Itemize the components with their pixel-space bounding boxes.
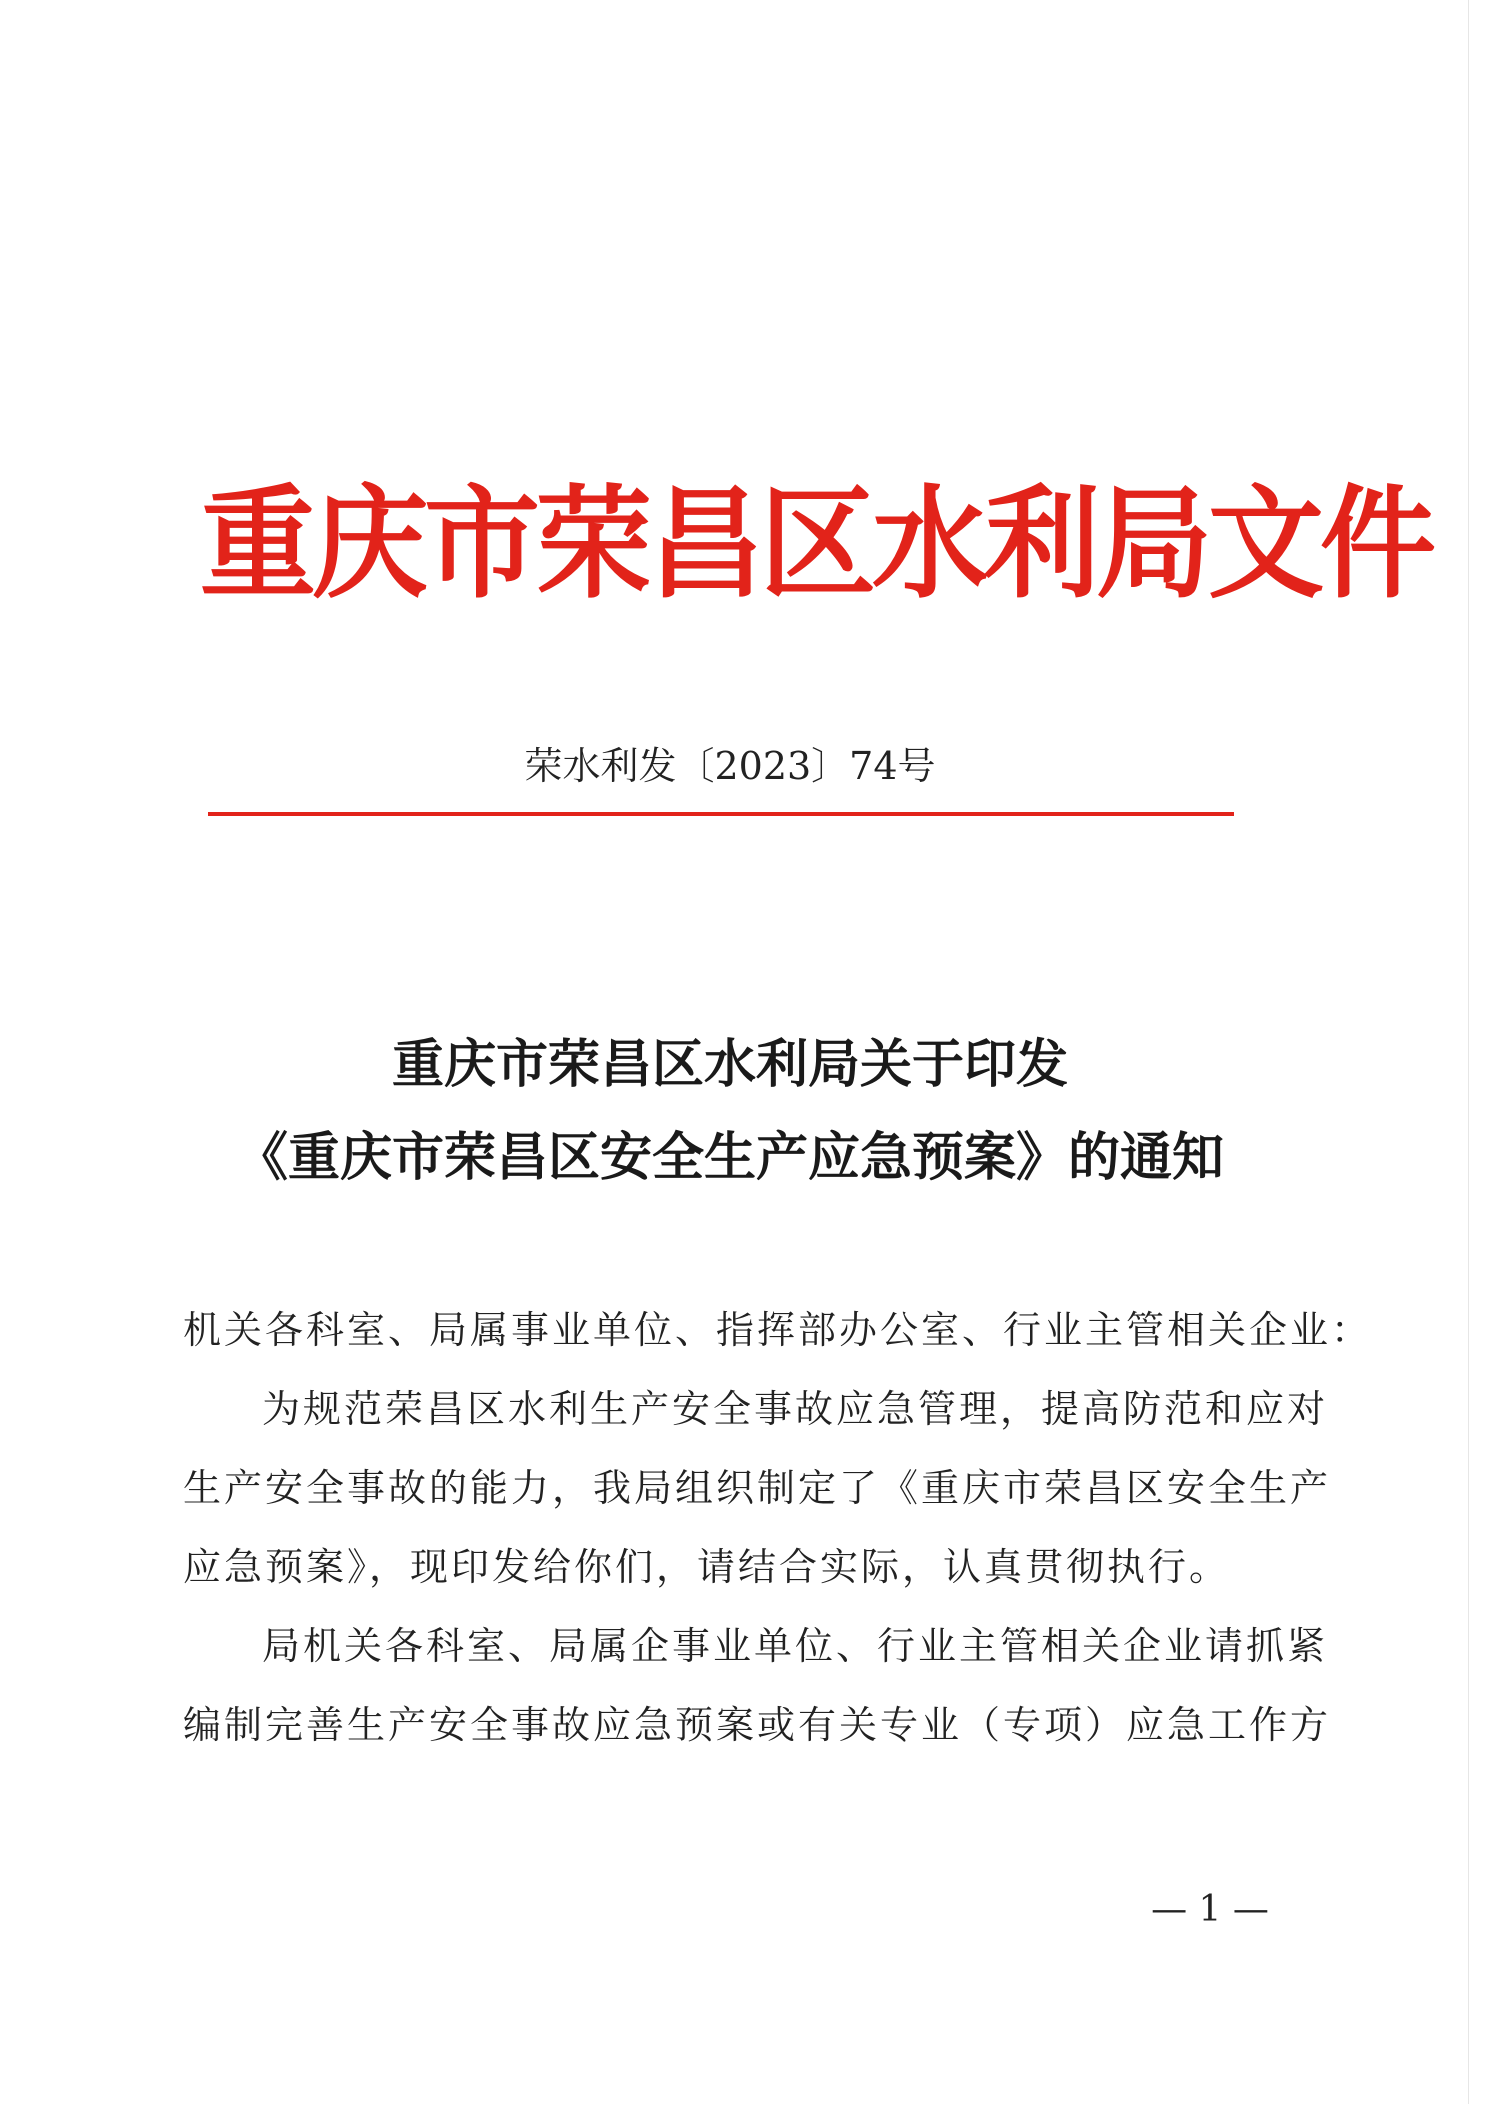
paragraph-1-line-2: 生产安全事故的能力，我局组织制定了《重庆市荣昌区安全生产 [183,1466,1332,1510]
document-number: 荣水利发〔2023〕74号 [524,744,936,788]
document-masthead: 重庆市荣昌区水利局文件 [200,473,1432,616]
red-divider-rule [208,812,1234,816]
page-number: — 1 — [1151,1889,1269,1930]
scan-edge-line [1468,0,1469,2104]
paragraph-1-line-3: 应急预案》，现印发给你们，请结合实际，认真贯彻执行。 [183,1545,1231,1589]
paragraph-1-line-1: 为规范荣昌区水利生产安全事故应急管理，提高防范和应对 [262,1387,1329,1431]
notice-title-line-1: 重庆市荣昌区水利局关于印发 [391,1035,1068,1095]
paragraph-2-line-1: 局机关各科室、局属企事业单位、行业主管相关企业请抓紧 [262,1624,1329,1668]
paragraph-2-line-2: 编制完善生产安全事故应急预案或有关专业（专项）应急工作方 [183,1703,1332,1747]
salutation: 机关各科室、局属事业单位、指挥部办公室、行业主管相关企业： [183,1308,1373,1352]
notice-title-line-2: 《重庆市荣昌区安全生产应急预案》的通知 [235,1128,1224,1188]
